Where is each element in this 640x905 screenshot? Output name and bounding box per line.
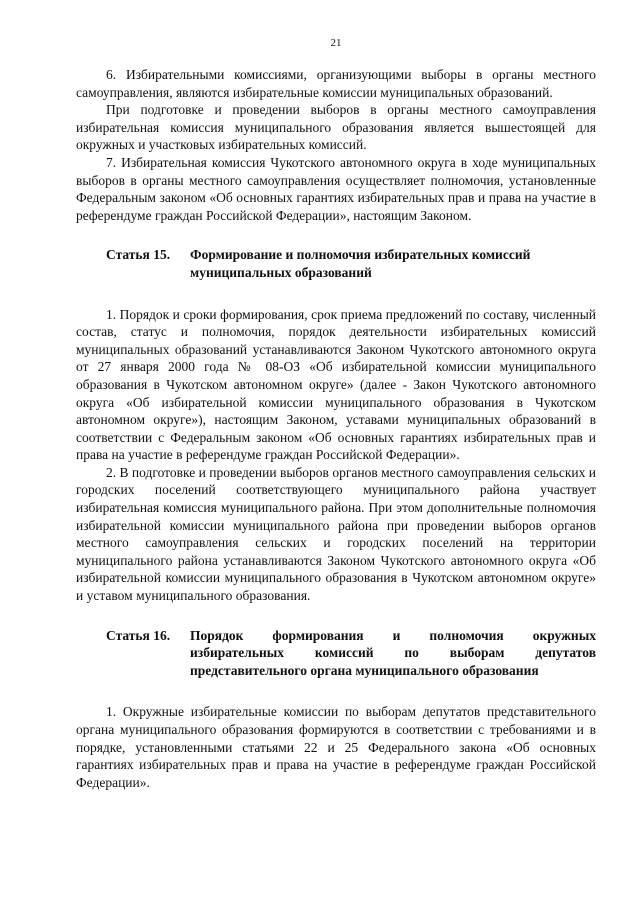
paragraph: 1. Окружные избирательные комиссии по выборам депутатов представительного органа муниципального образования формируются в соответствии с требованиями и в порядке, установленными статьями 22 и 25 Федерального закона «Об основных гарантиях избирательных прав и права на участие в референдуме граждан Российской Федерации».	[76, 704, 596, 790]
paragraph: 7. Избирательная комиссия Чукотского автономного округа в ходе муниципальных выборов в органы местного самоуправления осуществляет полномочия, установленные Федеральным законом «Об основных гарантиях избирательных прав и права на участие в референдуме граждан Российской Федерации», настоящим Законом.	[76, 154, 596, 223]
article-number: Статья 16.	[106, 627, 171, 643]
article-title	[190, 627, 596, 680]
article-title-line: избирательных комиссий по выборам депутатов	[190, 645, 596, 661]
section-paragraphs-b	[76, 306, 596, 605]
section-paragraphs-a	[76, 66, 596, 224]
paragraph: 1. Порядок и сроки формирования, срок приема предложений по составу, численный состав, статус и полномочия, порядок деятельности избирательных комиссий муниципальных образований устанавливаются Законом Чукотского автономного округа от 27 января 2000 года № 08-ОЗ «Об избирательной комиссии муниципального образования в Чукотском автономном округе» (далее - Закон Чукотского автономного округа «Об избирательной комиссии муниципального образования в Чукотском автономном округе»), настоящим Законом, уставами муниципальных образований в соответствии с Федеральным законом «Об основных гарантиях избирательных прав и права на участие в референдуме граждан Российской Федерации».	[76, 306, 596, 463]
article-title-line: Порядок формирования и полномочия окружных	[190, 627, 596, 643]
article-16-heading	[76, 627, 596, 680]
article-title	[190, 246, 596, 281]
paragraph: 6. Избирательными комиссиями, организующими выборы в органы местного самоуправления, являются избирательные комиссии муниципальных образований.	[76, 67, 596, 100]
article-15-heading	[76, 246, 596, 281]
page-number: 21	[330, 37, 342, 49]
article-title-line: Формирование и полномочия избирательных комиссий	[190, 247, 531, 263]
article-title-line: муниципальных образований	[190, 264, 372, 280]
article-title-line: представительного органа муниципального образования	[190, 662, 539, 678]
article-number: Статья 15.	[106, 247, 171, 263]
section-paragraphs-c	[76, 703, 596, 791]
paragraph: 2. В подготовке и проведении выборов органов местного самоуправления сельских и городских поселений соответствующего муниципального района участвует избирательная комиссия муниципального района. При этом дополнительные полномочия избирательной комиссии муниципального района при проведении выборов органов местного самоуправления сельских и городских поселений на территории муниципального района устанавливаются Законом Чукотского автономного округа «Об избирательной комиссии муниципального образования в Чукотском автономном округе» и уставом муниципального образования.	[76, 464, 596, 604]
paragraph: При подготовке и проведении выборов в органы местного самоуправления избирательная комиссия муниципального образования является вышестоящей для окружных и участковых избирательных комиссий.	[76, 102, 596, 153]
